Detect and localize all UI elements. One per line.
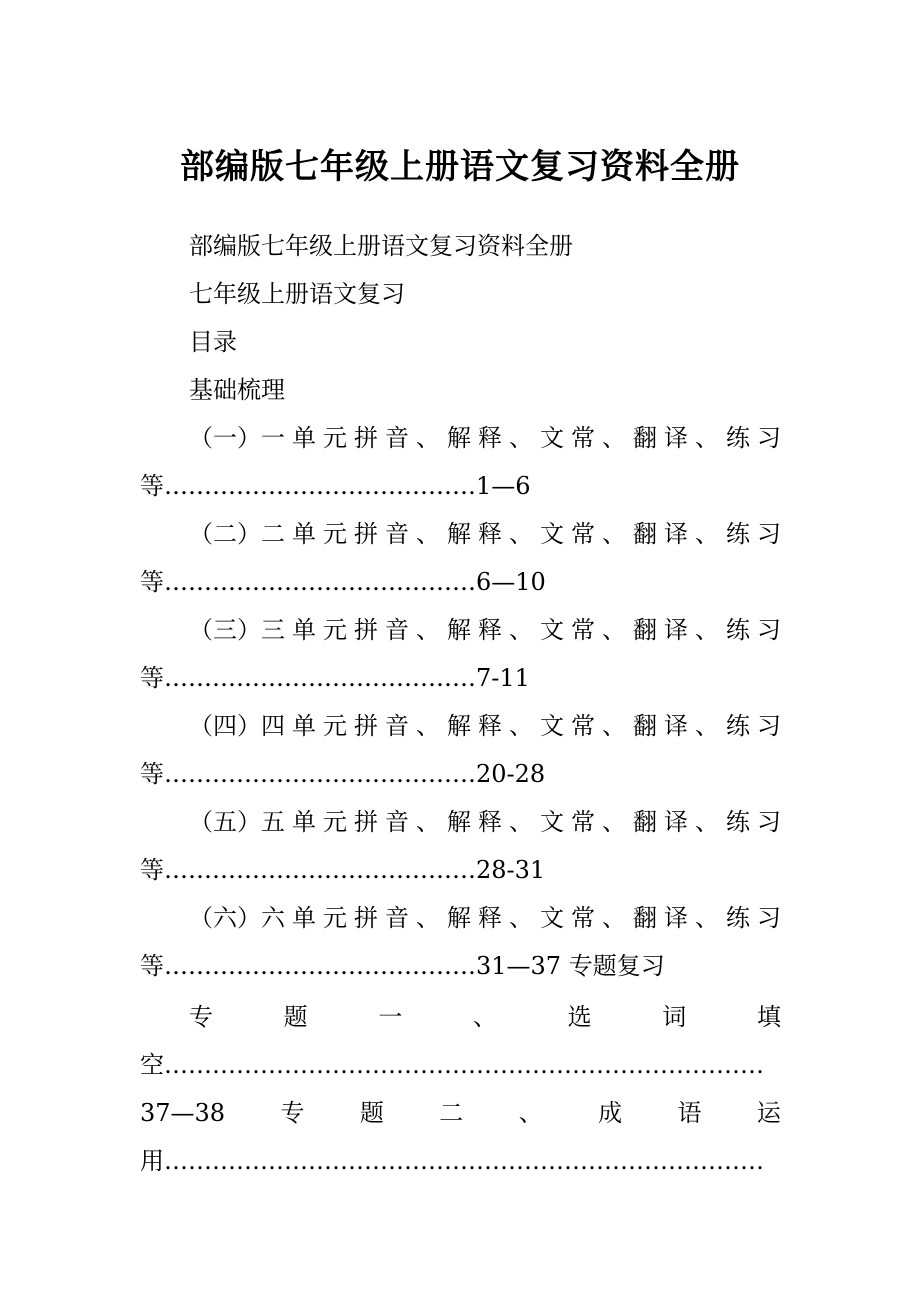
toc-entry-char: 元: [323, 424, 347, 452]
toc-entry-line: [189, 610, 781, 650]
topic1-char: 一: [378, 1003, 403, 1031]
toc-entry-line: [189, 706, 781, 746]
topic1-char: 、: [472, 1003, 497, 1031]
toc-entry-char: 元: [323, 712, 347, 740]
toc-entry-char: 、: [509, 424, 533, 452]
toc-entry-char: 常: [571, 712, 595, 740]
topic1-char: 词: [662, 1003, 687, 1031]
topic1-heading: [189, 997, 781, 1037]
toc-entry-char: 解: [447, 808, 471, 836]
toc-entry-char: 文: [540, 616, 564, 644]
toc-entry-char: 、: [416, 424, 440, 452]
toc-entry-char: 、: [416, 904, 440, 932]
toc-entry-char: （五）五: [189, 808, 285, 836]
toc-entry-char: 音: [385, 424, 409, 452]
toc-entry-char: 拼: [354, 904, 378, 932]
toc-page-range: 31—37 专题复习: [476, 952, 665, 980]
leader-dots: …………………………………: [164, 856, 476, 884]
toc-entry-char: 、: [695, 712, 719, 740]
toc-entry-cont-char: 等: [140, 568, 164, 596]
toc-entry-char: 常: [571, 520, 595, 548]
toc-page-range: 28-31: [476, 856, 546, 884]
topic2-char: 、: [518, 1099, 543, 1127]
toc-entry-char: 、: [416, 712, 440, 740]
toc-entry-char: 音: [385, 712, 409, 740]
toc-entry-char: 单: [292, 904, 316, 932]
toc-entry-cont-char: 等: [140, 952, 164, 980]
toc-entry-cont-char: 等: [140, 664, 164, 692]
toc-entry-char: 练: [726, 424, 750, 452]
toc-entry-char: 练: [726, 904, 750, 932]
toc-entry-char: 翻: [633, 616, 657, 644]
leader-dots: …………………………………: [164, 472, 476, 500]
heading-review: 七年级上册语文复习: [189, 280, 405, 308]
toc-entry-line: [189, 418, 781, 458]
toc-entry-char: 解: [447, 616, 471, 644]
toc-entry-char: 习: [757, 520, 781, 548]
section-label: 基础梳理: [189, 376, 285, 404]
toc-entry-char: 释: [478, 712, 502, 740]
toc-entry-char: 译: [664, 520, 688, 548]
toc-entry-char: 释: [478, 904, 502, 932]
toc-entry-char: 、: [602, 712, 626, 740]
toc-entry-char: 、: [602, 616, 626, 644]
toc-entry-char: 元: [323, 904, 347, 932]
toc-entry-char: 习: [757, 712, 781, 740]
topic1-continuation: [140, 1045, 781, 1085]
toc-page-range: 6—10: [476, 568, 546, 596]
leader-dots: …………………………………………………………………: [164, 1051, 764, 1079]
toc-entry-char: 、: [416, 616, 440, 644]
toc-entry-char: 习: [757, 808, 781, 836]
topic2-heading: [140, 1093, 781, 1133]
toc-entry-char: 拼: [354, 712, 378, 740]
toc-entry-char: 音: [385, 904, 409, 932]
toc-entry-char: 解: [447, 520, 471, 548]
topic1-char: 专: [189, 1003, 213, 1031]
toc-entry-char: 、: [416, 808, 440, 836]
toc-entry-char: 单: [292, 424, 316, 452]
toc-entry-char: 音: [385, 520, 409, 548]
toc-entry-char: 练: [726, 616, 750, 644]
topic2-char: 运: [756, 1099, 781, 1127]
leader-dots: …………………………………: [164, 568, 476, 596]
toc-entry-char: 文: [540, 904, 564, 932]
toc-entry-char: 常: [571, 616, 595, 644]
toc-entry-cont-char: 等: [140, 472, 164, 500]
topic1-cont-char: 空: [140, 1051, 164, 1079]
toc-entry-char: 单: [292, 616, 316, 644]
toc-entry-char: 单: [292, 712, 316, 740]
toc-entry-char: 常: [571, 808, 595, 836]
toc-entry-char: 、: [695, 520, 719, 548]
topic1-char: 题: [283, 1003, 308, 1031]
toc-entry-char: （六）六: [189, 904, 285, 932]
toc-entry-char: 翻: [633, 520, 657, 548]
toc-entry-char: 、: [509, 616, 533, 644]
toc-entry-char: 译: [664, 616, 688, 644]
toc-entry-continuation: [140, 946, 665, 986]
toc-entry-char: 练: [726, 520, 750, 548]
topic2-continuation: [140, 1141, 781, 1181]
toc-entry-char: 、: [509, 712, 533, 740]
toc-entry-char: 、: [602, 424, 626, 452]
topic1-pages: 37—38: [140, 1099, 226, 1127]
subtitle: 部编版七年级上册语文复习资料全册: [189, 232, 573, 260]
toc-entry-char: 、: [509, 904, 533, 932]
toc-entry-char: 文: [540, 520, 564, 548]
toc-page-range: 1—6: [476, 472, 531, 500]
toc-entry-char: 常: [571, 424, 595, 452]
leader-dots: …………………………………………………………………: [164, 1147, 764, 1175]
toc-entry-char: 拼: [354, 808, 378, 836]
toc-entry-char: 、: [695, 808, 719, 836]
toc-entry-cont-char: 等: [140, 760, 164, 788]
toc-entry-char: 、: [602, 520, 626, 548]
toc-entry-char: （四）四: [189, 712, 285, 740]
toc-entry-char: 拼: [354, 520, 378, 548]
toc-entry-char: 文: [540, 712, 564, 740]
toc-entry-char: 译: [664, 424, 688, 452]
leader-dots: …………………………………: [164, 952, 476, 980]
toc-entry-continuation: [140, 466, 531, 506]
toc-entry-char: 元: [323, 808, 347, 836]
toc-entry-char: 、: [695, 904, 719, 932]
toc-entry-char: 、: [416, 520, 440, 548]
toc-entry-line: [189, 898, 781, 938]
toc-entry-continuation: [140, 562, 546, 602]
leader-dots: …………………………………: [164, 760, 476, 788]
toc-entry-char: 、: [509, 520, 533, 548]
topic2-cont-char: 用: [140, 1147, 164, 1175]
toc-entry-char: 练: [726, 712, 750, 740]
toc-entry-char: 习: [757, 424, 781, 452]
toc-entry-char: （二）二: [189, 520, 285, 548]
toc-entry-char: 解: [447, 712, 471, 740]
toc-entry-continuation: [140, 658, 530, 698]
topic2-char: 专: [280, 1099, 305, 1127]
toc-entry-char: 译: [664, 712, 688, 740]
toc-page-range: 7-11: [476, 664, 530, 692]
document-title: 部编版七年级上册语文复习资料全册: [180, 147, 740, 187]
toc-entry-char: 拼: [354, 424, 378, 452]
toc-entry-char: 常: [571, 904, 595, 932]
topic2-char: 题: [359, 1099, 384, 1127]
toc-entry-char: 翻: [633, 424, 657, 452]
toc-entry-char: 习: [757, 616, 781, 644]
toc-entry-continuation: [140, 754, 545, 794]
toc-entry-char: 翻: [633, 904, 657, 932]
topic2-char: 语: [677, 1099, 702, 1127]
toc-entry-char: 、: [602, 808, 626, 836]
toc-entry-char: 习: [757, 904, 781, 932]
toc-page-range: 20-28: [476, 760, 546, 788]
toc-entry-char: 元: [323, 616, 347, 644]
toc-entry-char: 释: [478, 808, 502, 836]
toc-entry-cont-char: 等: [140, 856, 164, 884]
toc-entry-char: 、: [695, 424, 719, 452]
toc-entry-char: 文: [540, 808, 564, 836]
toc-entry-char: 文: [540, 424, 564, 452]
toc-entry-char: 单: [292, 520, 316, 548]
toc-entry-line: [189, 802, 781, 842]
toc-entry-char: 、: [509, 808, 533, 836]
toc-entry-line: [189, 514, 781, 554]
leader-dots: …………………………………: [164, 664, 476, 692]
toc-entry-char: 译: [664, 808, 688, 836]
toc-entry-char: 单: [292, 808, 316, 836]
toc-entry-char: （一）一: [189, 424, 285, 452]
toc-entry-char: 译: [664, 904, 688, 932]
toc-entry-char: 音: [385, 808, 409, 836]
toc-entry-char: 翻: [633, 808, 657, 836]
toc-entry-char: 、: [602, 904, 626, 932]
toc-entry-char: 、: [695, 616, 719, 644]
topic1-char: 选: [567, 1003, 592, 1031]
toc-entry-char: 音: [385, 616, 409, 644]
toc-entry-char: 释: [478, 424, 502, 452]
toc-entry-char: 释: [478, 616, 502, 644]
topic2-char: 二: [439, 1099, 464, 1127]
toc-entry-char: 练: [726, 808, 750, 836]
toc-label: 目录: [189, 328, 237, 356]
toc-entry-continuation: [140, 850, 545, 890]
toc-entry-char: 拼: [354, 616, 378, 644]
toc-entry-char: 解: [447, 424, 471, 452]
toc-entry-char: 翻: [633, 712, 657, 740]
topic1-char: 填: [756, 1003, 781, 1031]
topic2-char: 成: [598, 1099, 623, 1127]
toc-entry-char: （三）三: [189, 616, 285, 644]
toc-entry-char: 释: [478, 520, 502, 548]
toc-entry-char: 元: [323, 520, 347, 548]
toc-entry-char: 解: [447, 904, 471, 932]
